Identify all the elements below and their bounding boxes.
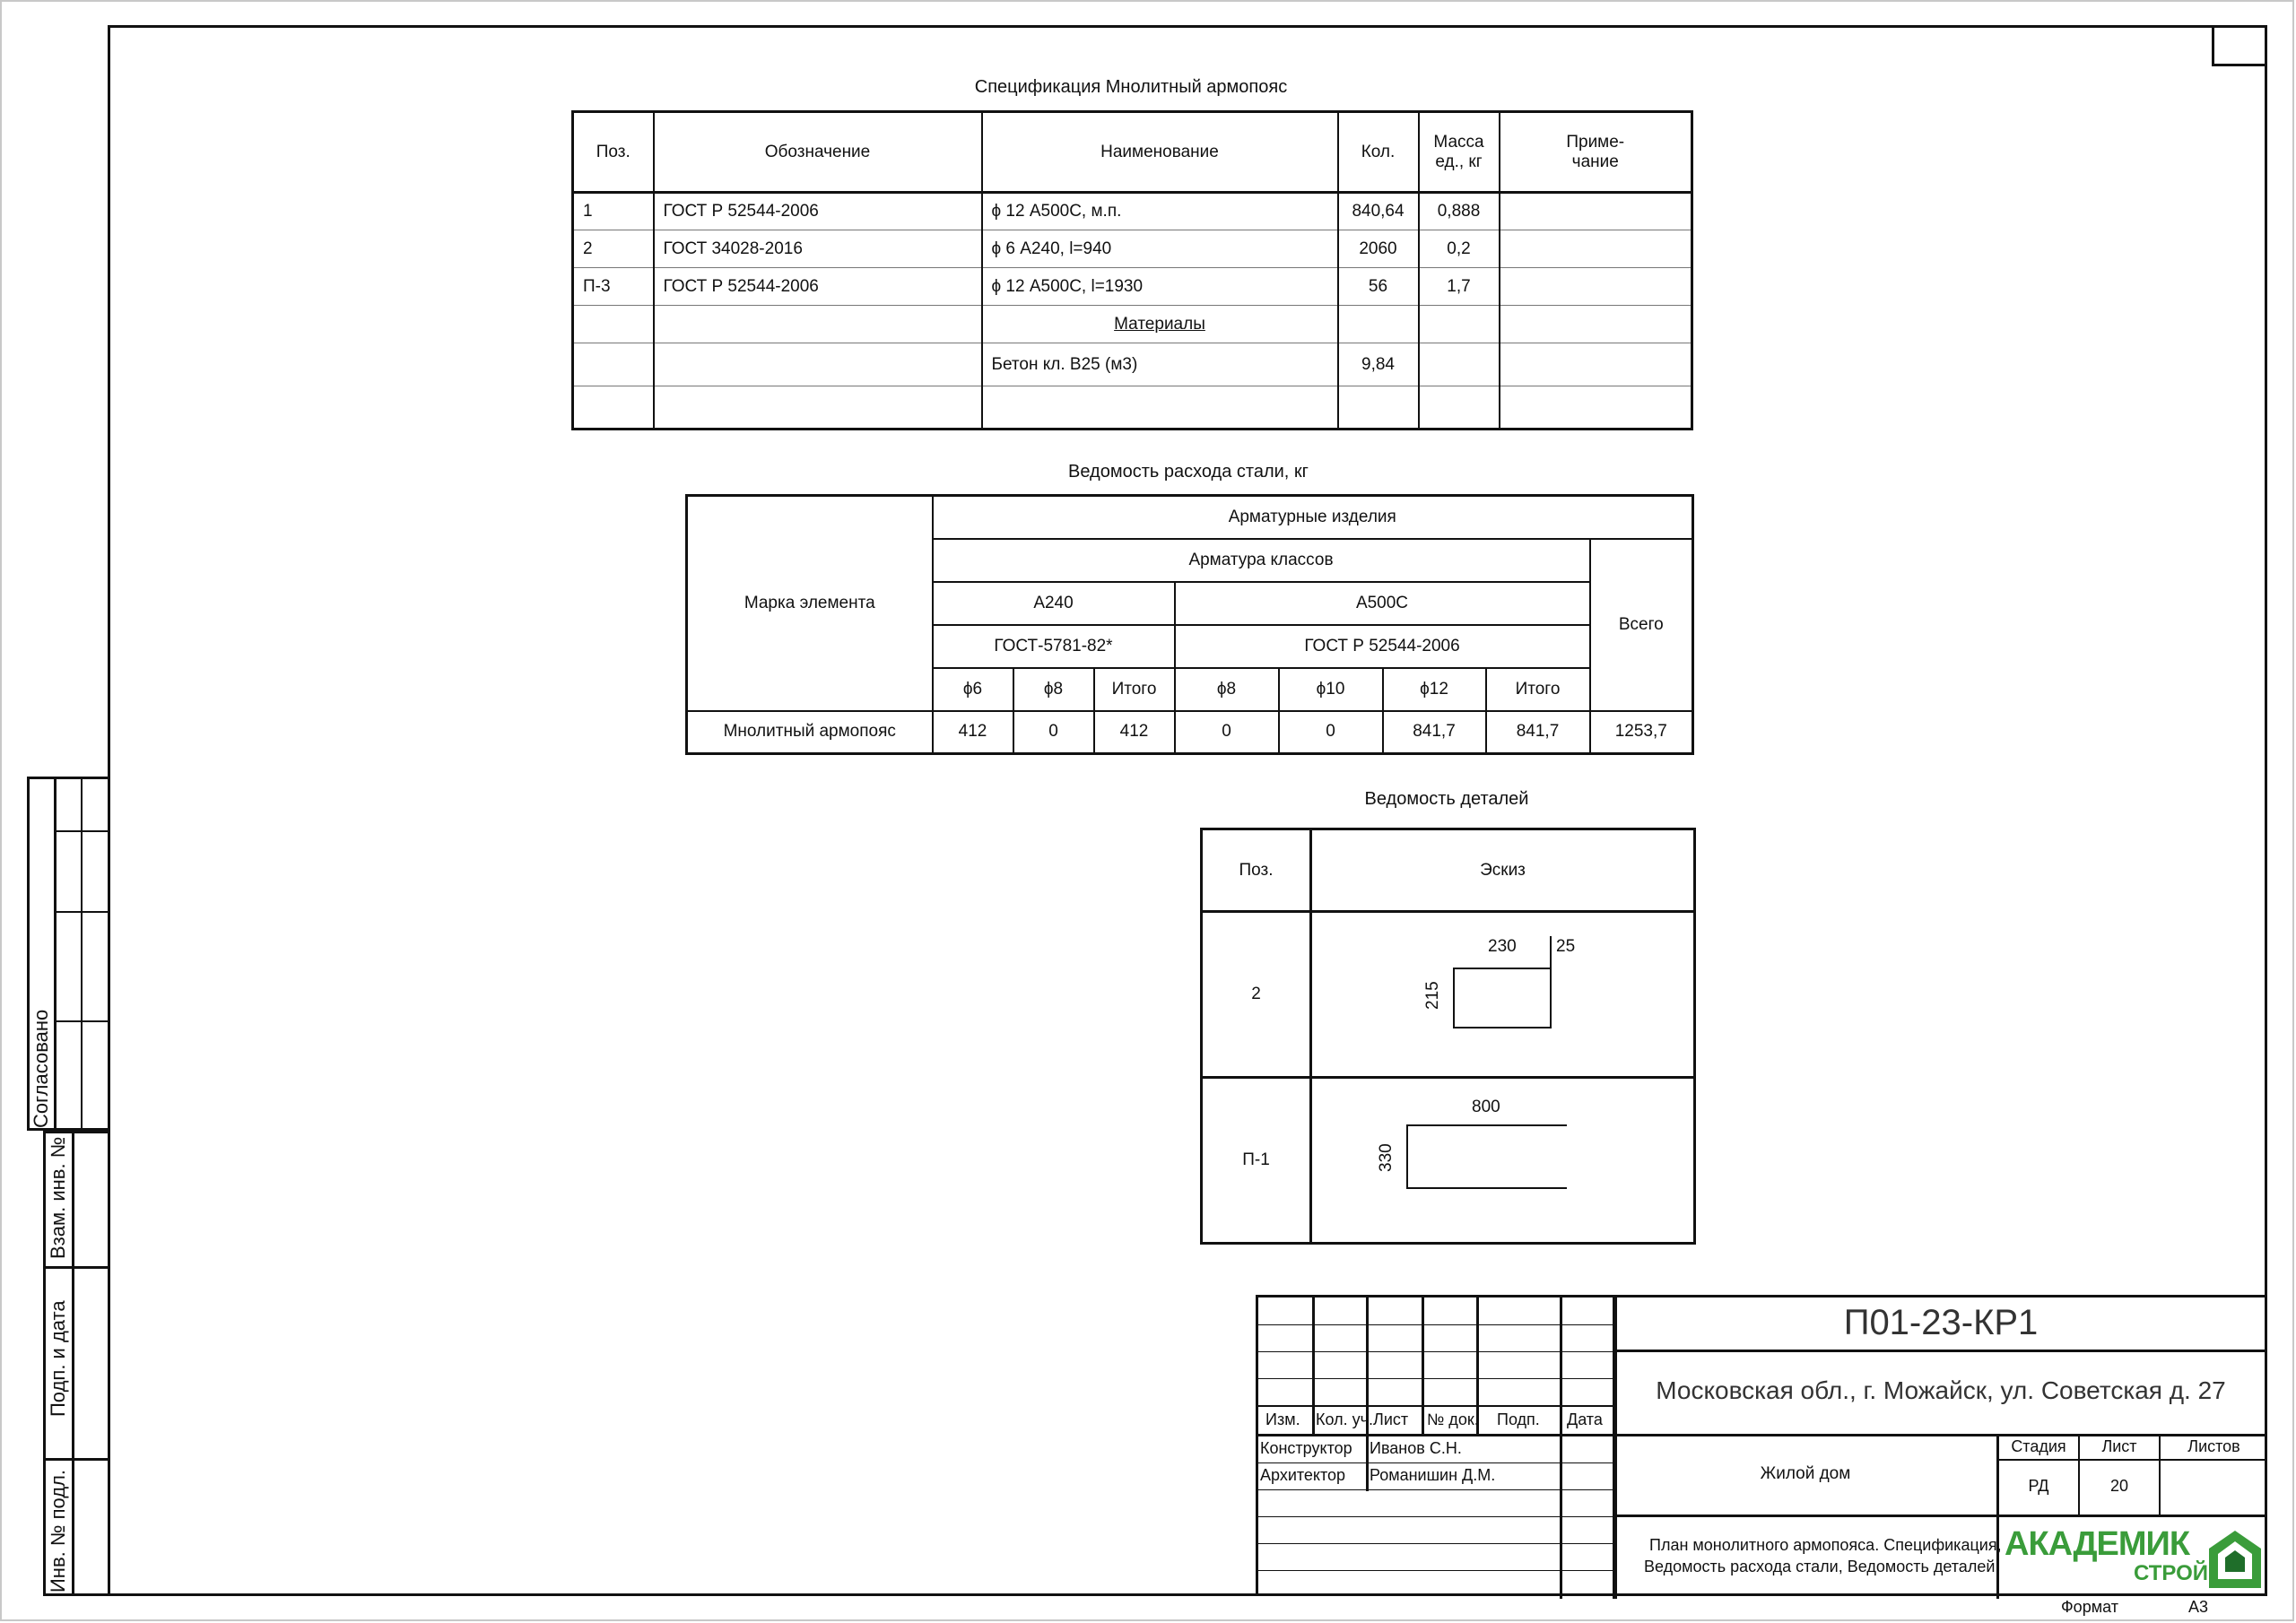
parts-cell-pos: П-1 xyxy=(1202,1078,1311,1244)
tb-role: Конструктор xyxy=(1260,1439,1352,1457)
steel-header-a240: А240 xyxy=(933,582,1175,625)
spec-header-designation: Обозначение xyxy=(654,112,982,193)
left-stamp xyxy=(27,777,108,1596)
sheet-title-line-2: Ведомость расхода стали, Ведомость деталей xyxy=(1644,1558,1996,1575)
project-address: Московская обл., г. Можайск, ул. Советская д. 27 xyxy=(1656,1376,2226,1404)
stage-value: РД xyxy=(2028,1477,2049,1495)
spec-cell-name: ϕ 12 А500С, l=1930 xyxy=(982,268,1338,306)
spec-cell-qty: 56 xyxy=(1338,268,1419,306)
tb-role: Архитектор xyxy=(1260,1466,1346,1484)
table-row xyxy=(573,343,1692,386)
spec-cell-designation: ГОСТ Р 52544-2006 xyxy=(654,193,982,230)
spec-cell-pos: 1 xyxy=(573,193,654,230)
spec-header-pos: Поз. xyxy=(573,112,654,193)
dim-width: 230 xyxy=(1488,937,1517,956)
steel-sub-header: ϕ6 xyxy=(933,668,1013,711)
steel-cell: 412 xyxy=(933,711,1013,754)
steel-header-a500: А500С xyxy=(1175,582,1590,625)
spec-cell-designation: ГОСТ 34028-2016 xyxy=(654,230,982,268)
spec-cell-note xyxy=(1500,268,1692,306)
table-row xyxy=(1202,1078,1695,1244)
spec-cell-mass: 0,2 xyxy=(1419,230,1500,268)
tb-col-label: Изм. xyxy=(1265,1410,1300,1428)
steel-header-total: Всего xyxy=(1590,539,1693,711)
table-row xyxy=(573,193,1692,230)
format-label: Формат xyxy=(2061,1598,2118,1616)
stamp-agreed: Согласовано xyxy=(30,1009,52,1128)
title-block xyxy=(1256,1295,2267,1596)
spec-cell-mass: 0,888 xyxy=(1419,193,1500,230)
tb-person: Романишин Д.М. xyxy=(1370,1466,1496,1484)
spec-header-qty: Кол. xyxy=(1338,112,1419,193)
material-name: Бетон кл. В25 (м3) xyxy=(982,343,1338,386)
steel-sub-header: ϕ12 xyxy=(1383,668,1486,711)
material-qty: 9,84 xyxy=(1338,343,1419,386)
spec-cell-mass: 1,7 xyxy=(1419,268,1500,306)
steel-sub-header: ϕ10 xyxy=(1279,668,1383,711)
house-icon xyxy=(2207,1529,2263,1590)
spec-cell-designation: ГОСТ Р 52544-2006 xyxy=(654,268,982,306)
tb-col-label: Дата xyxy=(1567,1410,1603,1428)
document-code: П01-23-КР1 xyxy=(1843,1303,2039,1342)
steel-header-products: Арматурные изделия xyxy=(933,496,1693,539)
steel-cell: 0 xyxy=(1279,711,1383,754)
spec-cell-qty: 840,64 xyxy=(1338,193,1419,230)
sheets-label: Листов xyxy=(2187,1437,2240,1455)
spec-table xyxy=(571,110,1693,430)
parts-header-pos: Поз. xyxy=(1202,829,1311,912)
spec-cell-pos: П-3 xyxy=(573,268,654,306)
steel-header-gost-a500: ГОСТ Р 52544-2006 xyxy=(1175,625,1590,668)
parts-header-sketch: Эскиз xyxy=(1311,829,1695,912)
parts-table xyxy=(1200,828,1696,1245)
steel-sub-header: ϕ8 xyxy=(1175,668,1279,711)
steel-cell: 841,7 xyxy=(1486,711,1590,754)
bar-sketch xyxy=(1312,1079,1695,1242)
spec-title: Спецификация Мнолитный армопояс xyxy=(974,77,1288,97)
steel-sub-header: Итого xyxy=(1486,668,1590,711)
materials-header: Материалы xyxy=(1114,314,1205,334)
steel-sub-header: Итого xyxy=(1094,668,1175,711)
tb-col-label: Кол. уч. xyxy=(1316,1410,1373,1428)
parts-title: Ведомость деталей xyxy=(1364,789,1529,809)
steel-cell: 0 xyxy=(1013,711,1094,754)
tb-col-label: № док. xyxy=(1427,1410,1479,1428)
frame-corner-box xyxy=(2212,25,2267,66)
logo-subtext: СТРОЙ xyxy=(2134,1561,2209,1585)
steel-sub-header: ϕ8 xyxy=(1013,668,1094,711)
sheet-label: Лист xyxy=(2101,1437,2137,1455)
steel-cell: 412 xyxy=(1094,711,1175,754)
spec-cell-note xyxy=(1500,230,1692,268)
stamp-inv-replace: Взам. инв. № xyxy=(47,1136,69,1259)
sheet-value: 20 xyxy=(2109,1477,2129,1495)
sheet-title-line-1: План монолитного армопояса. Спецификация, xyxy=(1649,1536,2002,1554)
table-row xyxy=(573,230,1692,268)
logo-text: АКАДЕМИК xyxy=(2005,1525,2190,1563)
steel-table xyxy=(685,494,1694,755)
spec-cell-name: ϕ 6 А240, l=940 xyxy=(982,230,1338,268)
steel-header-element: Марка элемента xyxy=(687,496,933,711)
spec-cell-note xyxy=(1500,193,1692,230)
tb-col-label: Лист xyxy=(1373,1410,1409,1428)
table-row xyxy=(687,711,1693,754)
steel-row-name: Мнолитный армопояс xyxy=(687,711,933,754)
table-row xyxy=(573,386,1692,430)
dim-height: 330 xyxy=(1377,1143,1396,1172)
stage-label: Стадия xyxy=(2011,1437,2066,1455)
steel-header-gost-a240: ГОСТ-5781-82* xyxy=(933,625,1175,668)
spec-header-note: Приме- чание xyxy=(1500,112,1692,193)
spec-header-mass: Масса ед., кг xyxy=(1419,112,1500,193)
steel-cell: 841,7 xyxy=(1383,711,1486,754)
spec-header-name: Наименование xyxy=(982,112,1338,193)
parts-cell-sketch xyxy=(1311,1078,1695,1244)
spec-cell-pos: 2 xyxy=(573,230,654,268)
steel-cell: 0 xyxy=(1175,711,1279,754)
parts-cell-pos: 2 xyxy=(1202,912,1311,1078)
steel-title: Ведомость расхода стали, кг xyxy=(1068,462,1309,482)
table-row xyxy=(1202,912,1695,1078)
table-row xyxy=(573,306,1692,343)
parts-cell-sketch xyxy=(1311,912,1695,1078)
company-logo xyxy=(2003,1522,2265,1593)
steel-cell-total: 1253,7 xyxy=(1590,711,1693,754)
dim-length: 800 xyxy=(1472,1098,1500,1116)
spec-cell-name: ϕ 12 А500С, м.п. xyxy=(982,193,1338,230)
dim-hook: 25 xyxy=(1556,937,1576,956)
spec-cell-qty: 2060 xyxy=(1338,230,1419,268)
table-row xyxy=(573,268,1692,306)
building-name: Жилой дом xyxy=(1760,1464,1851,1483)
format-value: А3 xyxy=(2188,1598,2209,1616)
tb-col-label: Подп. xyxy=(1497,1410,1540,1428)
steel-header-classes: Арматура классов xyxy=(933,539,1590,582)
tb-person: Иванов С.Н. xyxy=(1370,1439,1462,1457)
stamp-sign-date: Подп. и дата xyxy=(47,1300,69,1417)
dim-height: 215 xyxy=(1423,981,1442,1010)
stamp-inv-orig: Инв. № подл. xyxy=(47,1469,69,1593)
